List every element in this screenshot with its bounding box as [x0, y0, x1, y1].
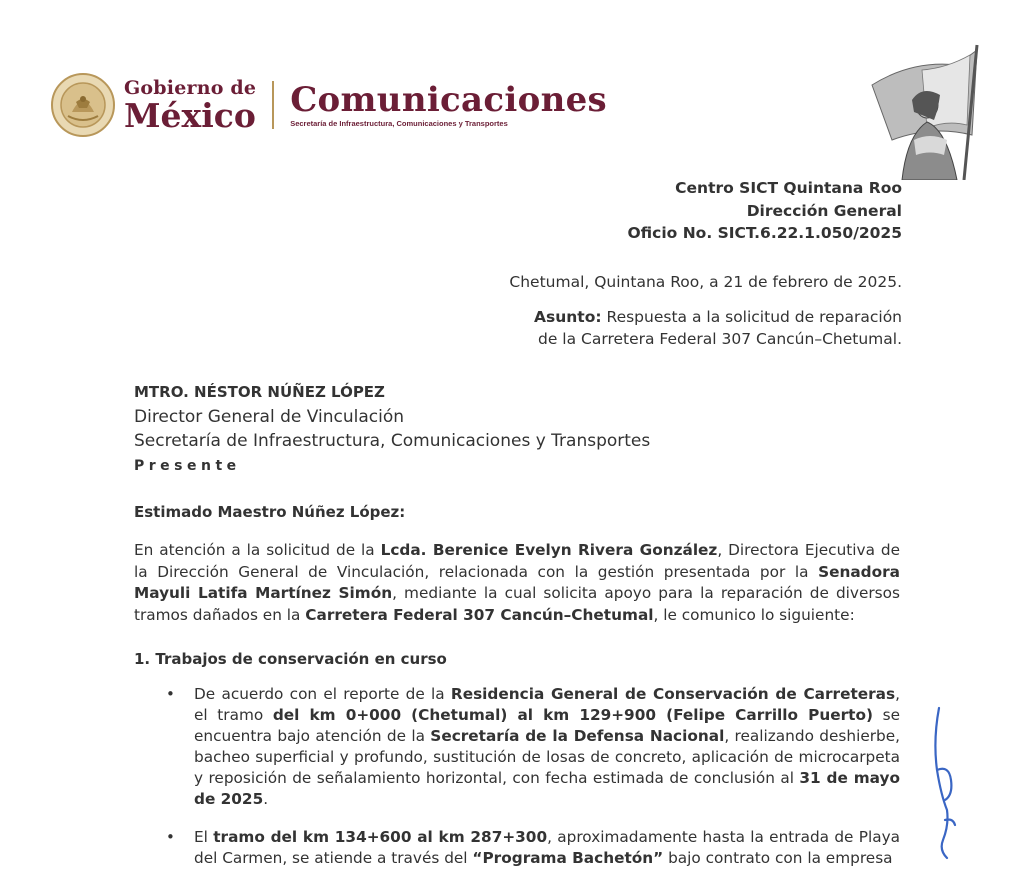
b2-bold-1: tramo del km 134+600 al km 287+300 [213, 828, 548, 846]
ministry-subtitle: Secretaría de Infraestructura, Comunicaciones y Transportes [290, 118, 508, 128]
recipient-org: Secretaría de Infraestructura, Comunicaciones y Transportes [134, 431, 651, 451]
letter-date: Chetumal, Quintana Roo, a 21 de febrero de 2025. [509, 273, 902, 291]
recipient-name: MTRO. NÉSTOR NÚÑEZ LÓPEZ [134, 383, 385, 401]
office-number: Oficio No. SICT.6.22.1.050/2025 [627, 224, 902, 242]
b1-bold-1: Residencia General de Conservación de Carreteras [450, 685, 896, 703]
section-1-title: 1. Trabajos de conservación en curso [134, 650, 447, 668]
para-text-4: , le comunico lo siguiente: [653, 605, 855, 624]
b2-text-2: , aproximadamente hasta la entrada de Playa del Carmen, se atiende a través del [194, 828, 901, 867]
list-item [160, 684, 900, 810]
b1-text-5: . [263, 790, 269, 808]
b2-bold-2: “Programa Bachetón” [472, 849, 664, 867]
national-seal-icon [50, 72, 116, 138]
para-bold-2: Senadora Mayuli Latifa Martínez Simón [134, 562, 900, 602]
list-item [160, 827, 900, 869]
b1-bold-4: 31 de mayo de 2025 [194, 769, 900, 808]
sender-center: Centro SICT Quintana Roo [675, 179, 902, 197]
ministry-name: Comunicaciones [290, 79, 607, 120]
b2-text-1: El [194, 828, 214, 846]
recipient-title: Director General de Vinculación [134, 406, 405, 427]
para-bold-3: Carretera Federal 307 Cancún–Chetumal [305, 605, 654, 624]
ministry-wordmark [290, 79, 607, 128]
subject-line1: Respuesta a la solicitud de reparación [606, 308, 902, 326]
gov-line1: Gobierno de [124, 76, 257, 99]
para-text-3: , mediante la cual solicita apoyo para la reparación de diversos tramos dañados en la [134, 584, 900, 624]
government-wordmark [124, 76, 257, 135]
subject-block [534, 306, 902, 350]
b2-text-3: bajo contrato con la empresa [663, 849, 893, 867]
greeting: Estimado Maestro Núñez López: [134, 503, 406, 521]
para-text-2: , Directora Ejecutiva de la Dirección General de Vinculación, relacionada con la gestión presentada por la [134, 541, 900, 581]
para-text-1: En atención a la solicitud de la [134, 541, 381, 559]
bullet-dot-icon: • [166, 685, 175, 703]
subject-label: Asunto: [534, 308, 602, 326]
b1-text-2: , el tramo [194, 685, 900, 724]
b1-bold-2: del km 0+000 (Chetumal) al km 129+900 (Felipe Carrillo Puerto) [272, 706, 873, 724]
gov-line2: México [124, 95, 256, 135]
b1-bold-3: Secretaría de la Defensa Nacional [430, 727, 725, 745]
subject-line2: de la Carretera Federal 307 Cancún–Chetumal. [537, 330, 902, 348]
recipient-presente: Presente [134, 457, 241, 474]
letterhead [50, 70, 607, 140]
intro-paragraph [134, 540, 900, 626]
b1-text-1: De acuerdo con el reporte de la [194, 685, 451, 703]
sender-direction: Dirección General [746, 201, 902, 220]
header-divider [272, 81, 274, 129]
bullet-list [160, 684, 900, 886]
bullet-dot-icon: • [166, 828, 175, 846]
heroine-flag-emblem-icon [852, 40, 987, 180]
sender-block [628, 177, 903, 245]
handwritten-signature-icon [925, 700, 965, 860]
b1-text-4: , realizando deshierbe, bacheo superficial y profundo, sustitución de losas de concreto, aplicación de microcarpeta y reposición de señalamiento horizontal, con fecha estimada de conclusión al [194, 727, 901, 787]
recipient-block [134, 380, 650, 478]
para-bold-1: Lcda. Berenice Evelyn Rivera González [380, 541, 718, 559]
b1-text-3: se encuentra bajo atención de la [194, 706, 900, 745]
